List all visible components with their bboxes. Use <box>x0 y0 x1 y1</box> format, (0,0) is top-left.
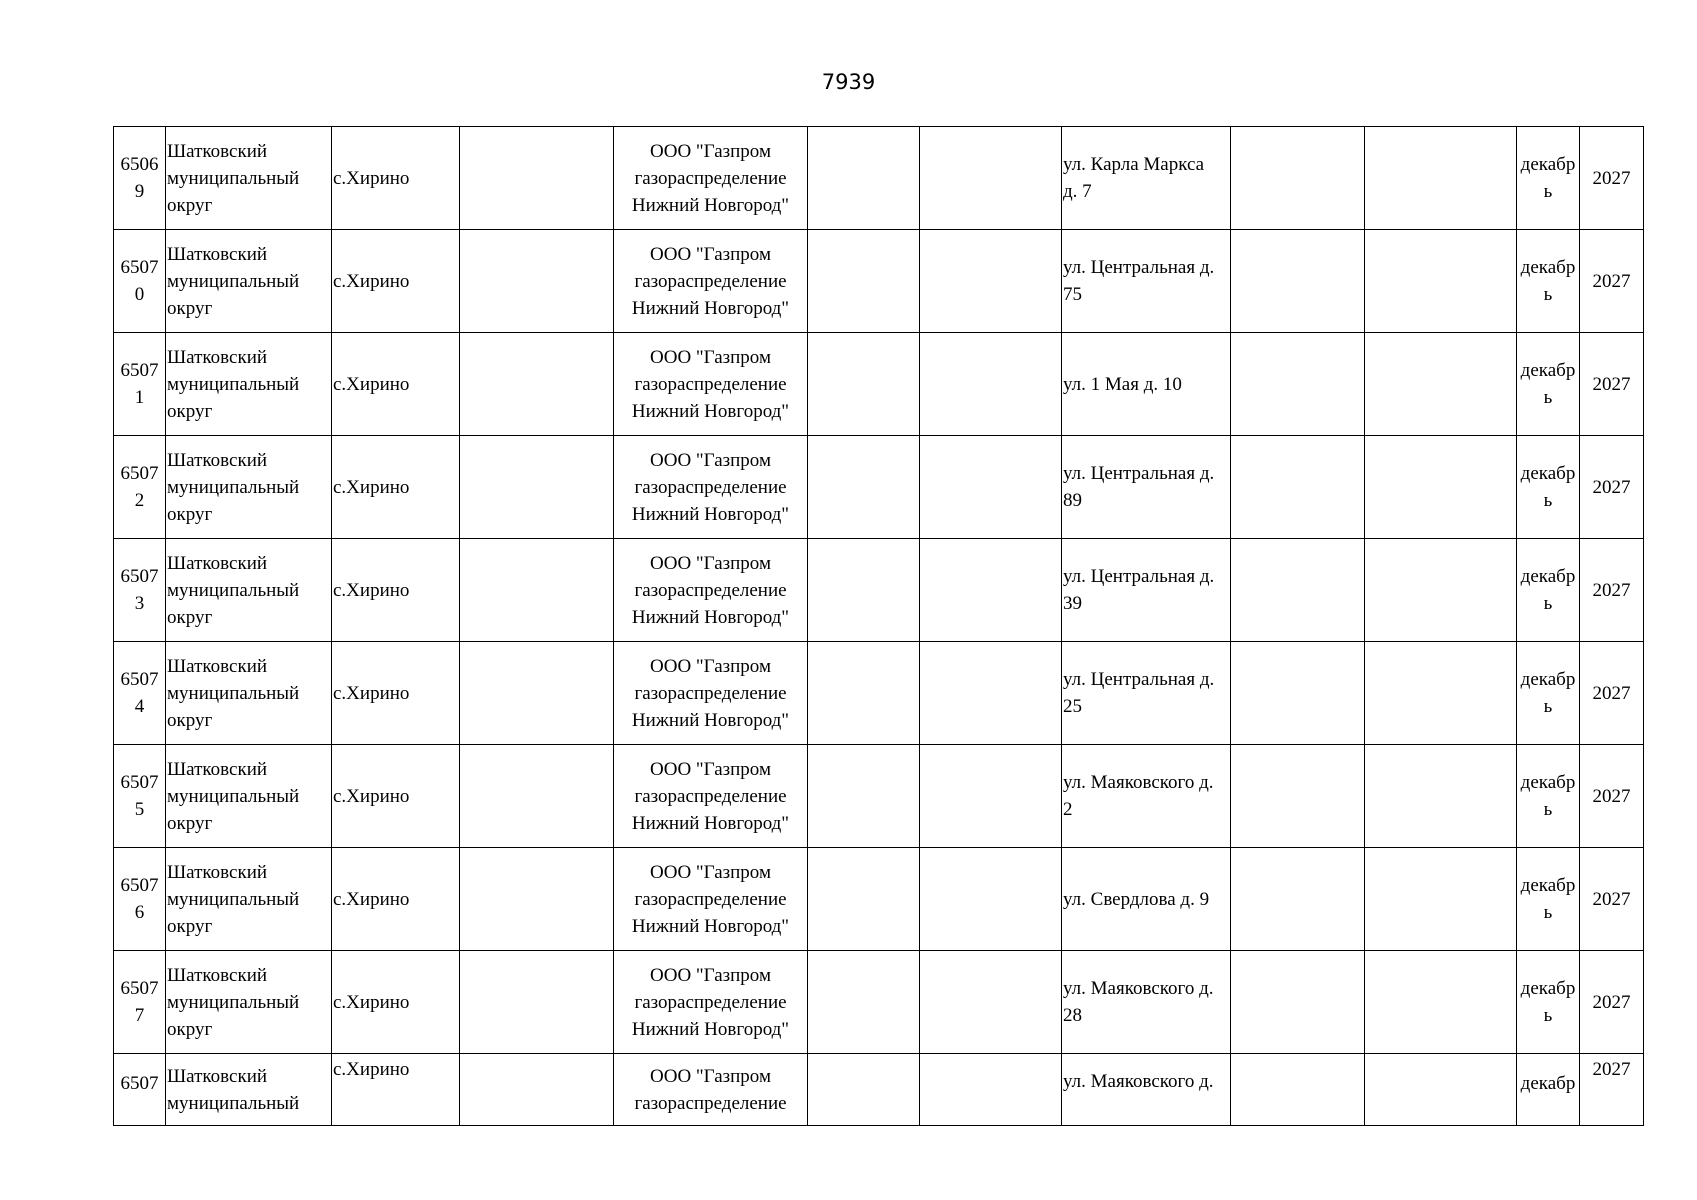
address-cell: ул. Маяковского д. <box>1062 1054 1231 1126</box>
row-number-cell: 6507 2 <box>114 436 166 539</box>
empty-cell <box>808 745 920 848</box>
year-cell: 2027 <box>1580 951 1644 1054</box>
empty-cell <box>1365 848 1517 951</box>
table-row <box>114 333 1644 436</box>
empty-cell <box>460 333 614 436</box>
month-cell: декабр ь <box>1517 951 1580 1054</box>
year-cell: 2027 <box>1580 642 1644 745</box>
table-row <box>114 127 1644 230</box>
year-cell: 2027 <box>1580 745 1644 848</box>
empty-cell <box>920 745 1062 848</box>
empty-cell <box>920 848 1062 951</box>
settlement-cell: с.Хирино <box>332 436 460 539</box>
settlement-cell: с.Хирино <box>332 951 460 1054</box>
table-row <box>114 436 1644 539</box>
row-number-cell: 6507 <box>114 1054 166 1126</box>
empty-cell <box>920 951 1062 1054</box>
row-number-cell: 6507 1 <box>114 333 166 436</box>
district-cell: Шатковский муниципальный округ <box>166 333 332 436</box>
district-cell: Шатковский муниципальный округ <box>166 539 332 642</box>
settlement-cell: с.Хирино <box>332 127 460 230</box>
month-cell: декабр ь <box>1517 127 1580 230</box>
empty-cell <box>1365 951 1517 1054</box>
empty-cell <box>460 539 614 642</box>
empty-cell <box>460 642 614 745</box>
empty-cell <box>920 127 1062 230</box>
empty-cell <box>1365 436 1517 539</box>
organization-cell: ООО "Газпром газораспределение Нижний Новгород" <box>614 539 808 642</box>
empty-cell <box>1365 642 1517 745</box>
month-cell: декабр ь <box>1517 436 1580 539</box>
organization-cell: ООО "Газпром газораспределение Нижний Новгород" <box>614 436 808 539</box>
table-row <box>114 1054 1644 1126</box>
month-cell: декабр ь <box>1517 539 1580 642</box>
settlement-cell: с.Хирино <box>332 848 460 951</box>
empty-cell <box>808 951 920 1054</box>
gas-objects-table <box>113 126 1644 1126</box>
district-cell: Шатковский муниципальный округ <box>166 642 332 745</box>
empty-cell <box>460 230 614 333</box>
page-number: 7939 <box>821 70 876 94</box>
row-number-cell: 6507 0 <box>114 230 166 333</box>
empty-cell <box>460 1054 614 1126</box>
district-cell: Шатковский муниципальный округ <box>166 127 332 230</box>
empty-cell <box>1231 642 1365 745</box>
empty-cell <box>460 436 614 539</box>
settlement-cell: с.Хирино <box>332 642 460 745</box>
empty-cell <box>1365 539 1517 642</box>
year-cell: 2027 <box>1580 1054 1644 1126</box>
empty-cell <box>920 230 1062 333</box>
address-cell: ул. Центральная д. 75 <box>1062 230 1231 333</box>
district-cell: Шатковский муниципальный округ <box>166 745 332 848</box>
empty-cell <box>1365 333 1517 436</box>
row-number-cell: 6507 6 <box>114 848 166 951</box>
empty-cell <box>1365 1054 1517 1126</box>
empty-cell <box>920 642 1062 745</box>
month-cell: декабр ь <box>1517 333 1580 436</box>
empty-cell <box>808 127 920 230</box>
empty-cell <box>808 642 920 745</box>
year-cell: 2027 <box>1580 333 1644 436</box>
month-cell: декабр <box>1517 1054 1580 1126</box>
empty-cell <box>1231 230 1365 333</box>
empty-cell <box>460 951 614 1054</box>
settlement-cell: с.Хирино <box>332 230 460 333</box>
address-cell: ул. Центральная д. 25 <box>1062 642 1231 745</box>
empty-cell <box>460 745 614 848</box>
organization-cell: ООО "Газпром газораспределение Нижний Новгород" <box>614 333 808 436</box>
district-cell: Шатковский муниципальный округ <box>166 436 332 539</box>
table-row <box>114 848 1644 951</box>
empty-cell <box>1365 745 1517 848</box>
year-cell: 2027 <box>1580 436 1644 539</box>
empty-cell <box>808 230 920 333</box>
address-cell: ул. Центральная д. 39 <box>1062 539 1231 642</box>
empty-cell <box>1231 127 1365 230</box>
empty-cell <box>920 436 1062 539</box>
address-cell: ул. 1 Мая д. 10 <box>1062 333 1231 436</box>
empty-cell <box>1231 1054 1365 1126</box>
district-cell: Шатковский муниципальный <box>166 1054 332 1126</box>
table-row <box>114 745 1644 848</box>
month-cell: декабр ь <box>1517 230 1580 333</box>
table-row <box>114 951 1644 1054</box>
month-cell: декабр ь <box>1517 848 1580 951</box>
month-cell: декабр ь <box>1517 745 1580 848</box>
address-cell: ул. Центральная д. 89 <box>1062 436 1231 539</box>
row-number-cell: 6506 9 <box>114 127 166 230</box>
organization-cell: ООО "Газпром газораспределение Нижний Новгород" <box>614 230 808 333</box>
empty-cell <box>808 848 920 951</box>
year-cell: 2027 <box>1580 127 1644 230</box>
organization-cell: ООО "Газпром газораспределение Нижний Новгород" <box>614 848 808 951</box>
organization-cell: ООО "Газпром газораспределение Нижний Новгород" <box>614 642 808 745</box>
row-number-cell: 6507 3 <box>114 539 166 642</box>
empty-cell <box>1365 127 1517 230</box>
address-cell: ул. Маяковского д. 28 <box>1062 951 1231 1054</box>
organization-cell: ООО "Газпром газораспределение Нижний Новгород" <box>614 127 808 230</box>
organization-cell: ООО "Газпром газораспределение Нижний Новгород" <box>614 745 808 848</box>
empty-cell <box>1231 539 1365 642</box>
empty-cell <box>808 333 920 436</box>
table-body <box>114 127 1644 1126</box>
empty-cell <box>920 333 1062 436</box>
year-cell: 2027 <box>1580 230 1644 333</box>
address-cell: ул. Карла Маркса д. 7 <box>1062 127 1231 230</box>
empty-cell <box>1231 951 1365 1054</box>
settlement-cell: с.Хирино <box>332 333 460 436</box>
empty-cell <box>808 1054 920 1126</box>
empty-cell <box>808 539 920 642</box>
organization-cell: ООО "Газпром газораспределение <box>614 1054 808 1126</box>
empty-cell <box>460 127 614 230</box>
table-row <box>114 539 1644 642</box>
month-cell: декабр ь <box>1517 642 1580 745</box>
address-cell: ул. Маяковского д. 2 <box>1062 745 1231 848</box>
settlement-cell: с.Хирино <box>332 745 460 848</box>
row-number-cell: 6507 5 <box>114 745 166 848</box>
address-cell: ул. Свердлова д. 9 <box>1062 848 1231 951</box>
row-number-cell: 6507 4 <box>114 642 166 745</box>
empty-cell <box>920 1054 1062 1126</box>
year-cell: 2027 <box>1580 539 1644 642</box>
settlement-cell: с.Хирино <box>332 539 460 642</box>
organization-cell: ООО "Газпром газораспределение Нижний Новгород" <box>614 951 808 1054</box>
table-row <box>114 230 1644 333</box>
district-cell: Шатковский муниципальный округ <box>166 951 332 1054</box>
empty-cell <box>808 436 920 539</box>
table-row <box>114 642 1644 745</box>
empty-cell <box>1231 848 1365 951</box>
empty-cell <box>1231 745 1365 848</box>
empty-cell <box>1231 333 1365 436</box>
empty-cell <box>1365 230 1517 333</box>
year-cell: 2027 <box>1580 848 1644 951</box>
empty-cell <box>460 848 614 951</box>
settlement-cell: с.Хирино <box>332 1054 460 1126</box>
empty-cell <box>920 539 1062 642</box>
district-cell: Шатковский муниципальный округ <box>166 848 332 951</box>
district-cell: Шатковский муниципальный округ <box>166 230 332 333</box>
row-number-cell: 6507 7 <box>114 951 166 1054</box>
empty-cell <box>1231 436 1365 539</box>
